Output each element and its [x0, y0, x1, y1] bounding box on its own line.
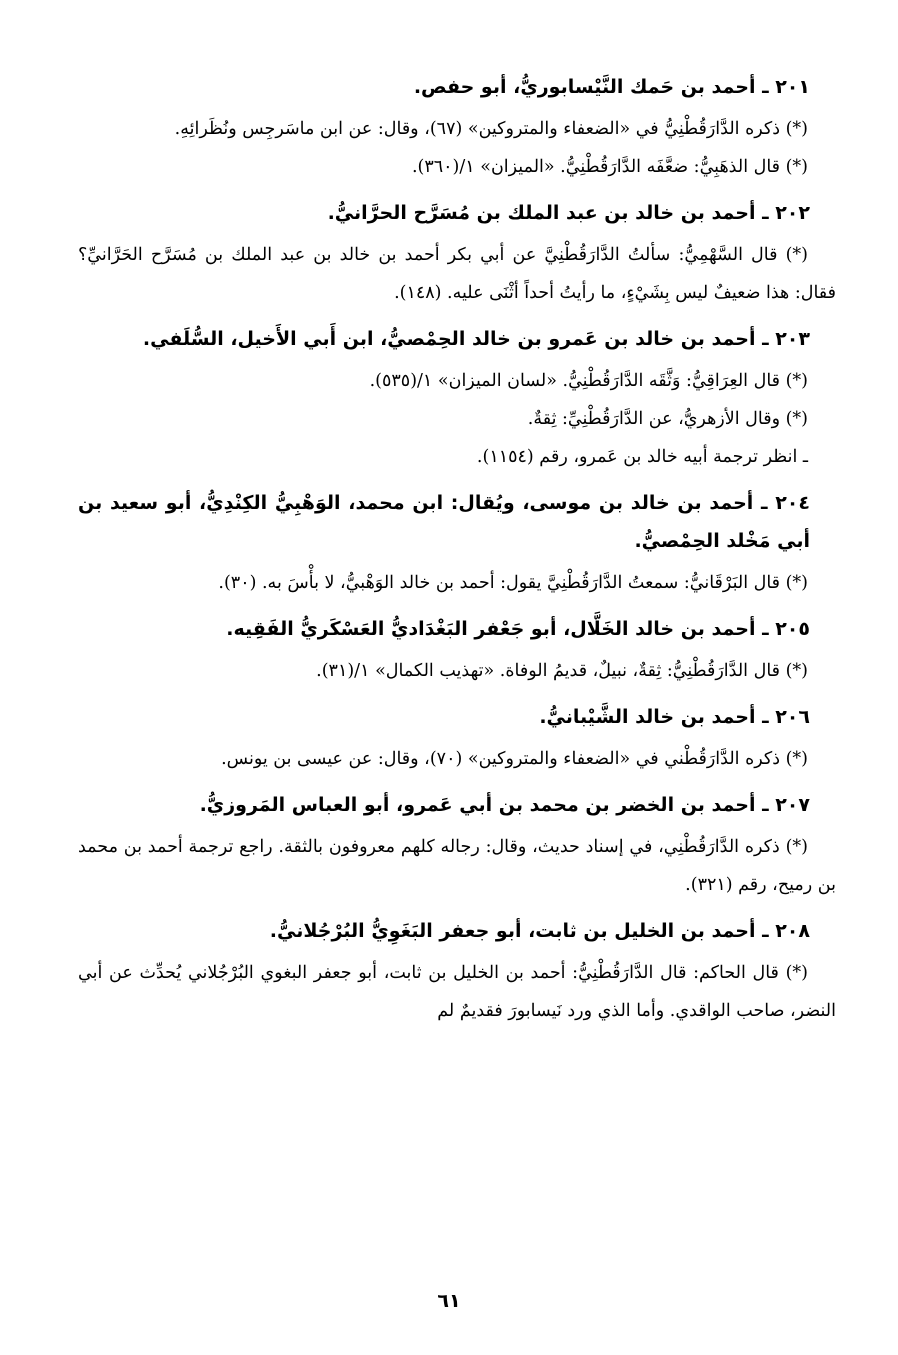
- page-number: ٦١: [437, 1290, 461, 1312]
- entry-paragraph: (*) ذكره الدَّارَقُطْنِيُّ في «الضعفاء والمتروكين» (٦٧)، وقال: عن ابن ماسَرجِس ونُظَرائِهِ.: [174, 119, 808, 139]
- entry-paragraph: (*) قال البَرْقَانيُّ: سمعتُ الدَّارَقُطْنِيَّ يقول: أحمد بن خالد الوَهْبيُّ، لا بأْسَ به. (٣٠).: [218, 573, 808, 593]
- entry-paragraph: (*) قال الدَّارَقُطْنِيُّ: ثِقةٌ، نبيلٌ، قديمُ الوفاة. «تهذيب الكمال» ١/(٣١).: [316, 661, 808, 681]
- entry-paragraph: (*) ذكره الدَّارَقُطْنِي، في إسناد حديث، وقال: رجاله كلهم معروفون بالثقة. راجع ترجمة أحمد بن محمد بن رميح، رقم (٣٢١).: [78, 837, 836, 895]
- entry-heading: ٢٠٤ ـ أحمد بن خالد بن موسى، ويُقال: ابن محمد، الوَهْبِيُّ الكِنْدِيُّ، أبو سعيد بن أبي مَخْلد الحِمْصيُّ.: [78, 492, 810, 552]
- page-body: [78, 68, 836, 1030]
- entry-202: [78, 194, 836, 312]
- entry-203: [78, 320, 836, 476]
- entry-heading: ٢٠٥ ـ أحمد بن خالد الخَلَّال، أبو جَعْفر البَغْدَاديُّ العَسْكَريُّ الفَقِيه.: [226, 618, 810, 640]
- entry-heading: ٢٠٢ ـ أحمد بن خالد بن عبد الملك بن مُسَرَّح الحرَّانيُّ.: [327, 202, 810, 224]
- cross-reference-note: ـ انظر ترجمة أبيه خالد بن عَمرو، رقم (١١٥٤).: [476, 447, 808, 467]
- entry-paragraph: (*) وقال الأزهريُّ، عن الدَّارَقُطْنِيِّ: ثِقةٌ.: [527, 409, 808, 429]
- entry-paragraph: (*) قال العِرَاقِيُّ: وَثَّقَه الدَّارَقُطْنِيُّ. «لسان الميزان» ١/(٥٣٥).: [369, 371, 808, 391]
- entry-208: [78, 912, 836, 1030]
- entry-205: [78, 610, 836, 690]
- entry-heading: ٢٠٨ ـ أحمد بن الخليل بن ثابت، أبو جعفر البَغَوِيُّ البُرْجُلانيُّ.: [269, 920, 810, 942]
- entry-206: [78, 698, 836, 778]
- entry-heading: ٢٠٧ ـ أحمد بن الخضر بن محمد بن أبي عَمرو، أبو العباس المَروزيُّ.: [199, 794, 810, 816]
- entry-heading: ٢٠٦ ـ أحمد بن خالد الشَّيْبانيُّ.: [539, 706, 810, 728]
- entry-heading: ٢٠١ ـ أحمد بن حَمك النَّيْسابوريُّ، أبو حفص.: [413, 76, 810, 98]
- entry-paragraph: (*) ذكره الدَّارَقُطْني في «الضعفاء والمتروكين» (٧٠)، وقال: عن عيسى بن يونس.: [221, 749, 808, 769]
- entry-201: [78, 68, 836, 186]
- entry-paragraph: (*) قال السَّهْمِيُّ: سألتُ الدَّارَقُطْنِيَّ عن أبي بكر أحمد بن خالد بن عبد الملك بن مُسَرَّح الحَرَّانيِّ؟ فقال: هذا ضعيفٌ ليس بِشَيْءٍ، ما رأيتُ أحداً أثْنَى عليه. (١٤٨).: [78, 245, 836, 303]
- entry-paragraph: (*) قال الذهَبِيُّ: ضعَّفَه الدَّارَقُطْنِيُّ. «الميزان» ١/(٣٦٠).: [411, 157, 808, 177]
- entry-heading: ٢٠٣ ـ أحمد بن خالد بن عَمرو بن خالد الحِمْصيُّ، ابن أَبي الأَخيل، السُّلَفي.: [142, 328, 810, 350]
- entry-paragraph: (*) قال الحاكم: قال الدَّارَقُطْنِيُّ: أحمد بن الخليل بن ثابت، أبو جعفر البغوي البُرْجُلاني يُحدِّث عن أبي النضر، صاحب الواقدي. وأما الذي ورد نَيسابورَ فقديمٌ لم: [78, 963, 836, 1021]
- entry-207: [78, 786, 836, 904]
- entry-204: [78, 484, 836, 602]
